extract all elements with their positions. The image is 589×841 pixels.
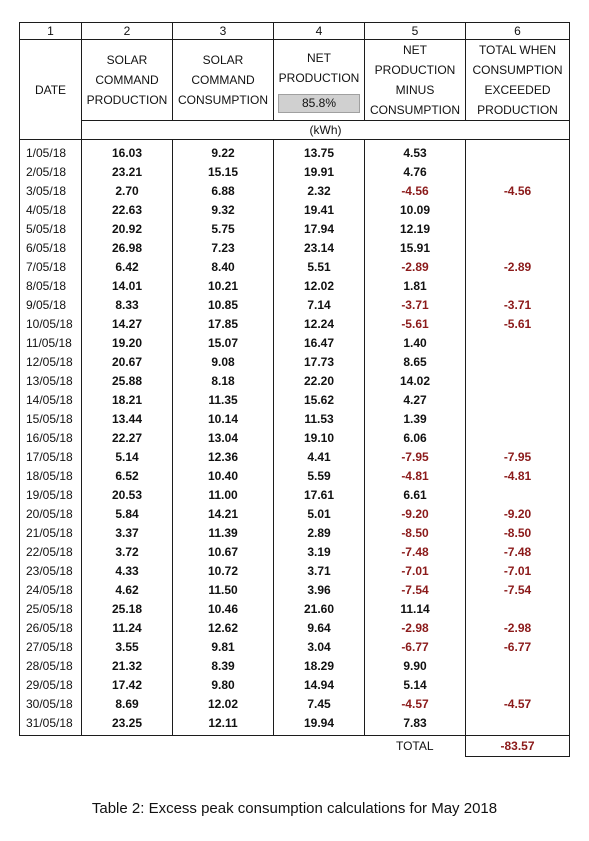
date-cell: 23/05/18 [20,562,82,581]
date-cell: 31/05/18 [20,714,82,736]
table-row [20,429,570,448]
unit-label: (kWh) [82,121,570,140]
column-number: 4 [274,23,365,40]
difference-cell: -4.56 [365,182,466,201]
production-cell: 14.27 [82,315,173,334]
excess-cell [466,201,570,220]
consumption-cell: 10.21 [173,277,274,296]
header-line: PRODUCTION [278,70,360,85]
date-header: DATE [20,40,82,140]
production-cell: 19.20 [82,334,173,353]
excess-cell [466,140,570,164]
excess-cell [466,391,570,410]
header-line: MINUS [395,83,435,97]
date-cell: 9/05/18 [20,296,82,315]
difference-cell: 6.06 [365,429,466,448]
table-row [20,486,570,505]
date-cell: 20/05/18 [20,505,82,524]
unit-row [20,121,570,140]
net-production-cell: 22.20 [274,372,365,391]
excess-cell [466,277,570,296]
column-number: 1 [20,23,82,40]
production-cell: 14.01 [82,277,173,296]
header-row [20,40,570,121]
net-production-cell: 19.91 [274,163,365,182]
excess-cell [466,334,570,353]
header-line: TOTAL WHEN [478,43,557,57]
difference-cell: 11.14 [365,600,466,619]
date-cell: 16/05/18 [20,429,82,448]
production-cell: 16.03 [82,140,173,164]
header-line: EXCEEDED [484,83,551,97]
production-cell: 4.33 [82,562,173,581]
consumption-cell: 12.62 [173,619,274,638]
consumption-cell: 17.85 [173,315,274,334]
net-production-cell: 15.62 [274,391,365,410]
date-cell: 11/05/18 [20,334,82,353]
table-row [20,600,570,619]
table-row [20,334,570,353]
production-cell: 8.69 [82,695,173,714]
production-cell: 6.52 [82,467,173,486]
net-production-cell: 18.29 [274,657,365,676]
excess-cell: -7.95 [466,448,570,467]
table-row [20,296,570,315]
consumption-cell: 8.39 [173,657,274,676]
column-number: 3 [173,23,274,40]
consumption-cell: 8.40 [173,258,274,277]
production-cell: 3.72 [82,543,173,562]
excess-cell: -2.98 [466,619,570,638]
table-row [20,657,570,676]
production-cell: 20.53 [82,486,173,505]
excess-cell: -3.71 [466,296,570,315]
production-cell: 11.24 [82,619,173,638]
date-cell: 15/05/18 [20,410,82,429]
production-cell: 3.37 [82,524,173,543]
consumption-cell: 10.85 [173,296,274,315]
excess-cell [466,600,570,619]
table-row [20,505,570,524]
excess-cell: -7.54 [466,581,570,600]
table-row [20,714,570,736]
difference-cell: 1.81 [365,277,466,296]
date-cell: 18/05/18 [20,467,82,486]
date-cell: 13/05/18 [20,372,82,391]
date-cell: 5/05/18 [20,220,82,239]
table-row [20,277,570,296]
table-row [20,524,570,543]
table-row [20,182,570,201]
header-line: PRODUCTION [374,63,456,77]
total-label: TOTAL [395,739,434,754]
date-cell: 22/05/18 [20,543,82,562]
difference-cell: 10.09 [365,201,466,220]
difference-cell: -8.50 [365,524,466,543]
difference-cell: 12.19 [365,220,466,239]
date-cell: 1/05/18 [20,140,82,164]
difference-cell: 4.53 [365,140,466,164]
net-percent-cell: 85.8% [278,94,360,113]
excess-cell [466,429,570,448]
consumption-cell: 13.04 [173,429,274,448]
net-production-cell: 5.59 [274,467,365,486]
net-production-cell: 19.41 [274,201,365,220]
table-row [20,581,570,600]
net-production-cell: 5.51 [274,258,365,277]
production-cell: 23.21 [82,163,173,182]
table-row [20,372,570,391]
excess-cell [466,676,570,695]
excess-cell [466,372,570,391]
table-row [20,239,570,258]
table-row [20,638,570,657]
header-line: CONSUMPTION [178,93,268,107]
difference-cell: 1.40 [365,334,466,353]
difference-cell: -5.61 [365,315,466,334]
header-line: PRODUCTION [477,103,558,117]
difference-cell: -2.98 [365,619,466,638]
consumption-cell: 9.08 [173,353,274,372]
date-cell: 6/05/18 [20,239,82,258]
consumption-cell: 9.80 [173,676,274,695]
column-number: 6 [466,23,570,40]
net-production-cell: 7.45 [274,695,365,714]
difference-cell: -7.01 [365,562,466,581]
production-cell: 5.14 [82,448,173,467]
excess-cell [466,163,570,182]
table-row [20,315,570,334]
difference-cell: 15.91 [365,239,466,258]
excess-cell: -4.81 [466,467,570,486]
difference-cell: 9.90 [365,657,466,676]
table-row [20,258,570,277]
date-cell: 7/05/18 [20,258,82,277]
net-production-cell: 3.04 [274,638,365,657]
header-line: PRODUCTION [86,93,168,107]
difference-cell: -4.57 [365,695,466,714]
difference-cell: -7.48 [365,543,466,562]
header-line: CONSUMPTION [472,63,563,77]
consumption-cell: 11.35 [173,391,274,410]
excess-cell [466,657,570,676]
excess-cell: -6.77 [466,638,570,657]
net-production-cell: 12.24 [274,315,365,334]
difference-cell: -7.95 [365,448,466,467]
consumption-cell: 9.22 [173,140,274,164]
difference-cell: 1.39 [365,410,466,429]
production-cell: 6.42 [82,258,173,277]
difference-cell: -2.89 [365,258,466,277]
production-cell: 21.32 [82,657,173,676]
excess-cell [466,714,570,736]
table-row [20,220,570,239]
consumption-cell: 12.11 [173,714,274,736]
consumption-cell: 10.14 [173,410,274,429]
production-cell: 22.27 [82,429,173,448]
header-line: SOLAR [202,53,244,67]
consumption-cell: 11.50 [173,581,274,600]
production-cell: 18.21 [82,391,173,410]
consumption-cell: 15.15 [173,163,274,182]
production-cell: 13.44 [82,410,173,429]
net-production-cell: 7.14 [274,296,365,315]
column-number: 2 [82,23,173,40]
production-cell: 4.62 [82,581,173,600]
table-row [20,448,570,467]
consumption-cell: 5.75 [173,220,274,239]
excess-cell [466,220,570,239]
table-row [20,543,570,562]
difference-cell: 14.02 [365,372,466,391]
data-body [20,140,570,736]
date-cell: 28/05/18 [20,657,82,676]
consumption-cell: 12.36 [173,448,274,467]
net-production-cell: 17.73 [274,353,365,372]
table-row [20,562,570,581]
net-production-header [274,40,365,121]
net-production-cell: 19.10 [274,429,365,448]
net-production-cell: 14.94 [274,676,365,695]
production-cell: 22.63 [82,201,173,220]
net-production-cell: 3.96 [274,581,365,600]
date-cell: 25/05/18 [20,600,82,619]
table-row [20,163,570,182]
excess-cell: -7.48 [466,543,570,562]
date-cell: 4/05/18 [20,201,82,220]
production-cell: 5.84 [82,505,173,524]
header-line: CONSUMPTION [370,103,460,117]
date-cell: 26/05/18 [20,619,82,638]
date-cell: 29/05/18 [20,676,82,695]
table-row [20,467,570,486]
table-row [20,391,570,410]
production-cell: 2.70 [82,182,173,201]
table-caption: Table 2: Excess peak consumption calculations for May 2018 [91,800,498,817]
production-cell: 20.67 [82,353,173,372]
net-production-cell: 21.60 [274,600,365,619]
excess-cell: -9.20 [466,505,570,524]
difference-cell: 4.27 [365,391,466,410]
date-cell: 21/05/18 [20,524,82,543]
consumption-cell: 12.02 [173,695,274,714]
date-cell: 17/05/18 [20,448,82,467]
date-cell: 8/05/18 [20,277,82,296]
consumption-cell: 10.46 [173,600,274,619]
date-cell: 12/05/18 [20,353,82,372]
difference-cell: -4.81 [365,467,466,486]
table-row [20,619,570,638]
table-row [20,201,570,220]
date-cell: 19/05/18 [20,486,82,505]
net-production-cell: 5.01 [274,505,365,524]
production-cell: 26.98 [82,239,173,258]
consumption-cell: 11.00 [173,486,274,505]
total-value: -83.57 [466,736,570,757]
excess-cell: -4.57 [466,695,570,714]
production-cell: 25.88 [82,372,173,391]
excess-cell [466,353,570,372]
excess-cell: -8.50 [466,524,570,543]
consumption-cell: 8.18 [173,372,274,391]
difference-cell: -6.77 [365,638,466,657]
excess-cell [466,410,570,429]
header-line: COMMAND [191,73,255,87]
net-production-cell: 3.71 [274,562,365,581]
column-number: 5 [365,23,466,40]
consumption-cell: 7.23 [173,239,274,258]
consumption-cell: 9.81 [173,638,274,657]
table-row [20,695,570,714]
net-production-cell: 11.53 [274,410,365,429]
consumption-cell: 14.21 [173,505,274,524]
difference-cell: 6.61 [365,486,466,505]
date-cell: 24/05/18 [20,581,82,600]
table-row [20,410,570,429]
net-production-cell: 13.75 [274,140,365,164]
date-cell: 30/05/18 [20,695,82,714]
production-header [82,40,173,121]
production-cell: 3.55 [82,638,173,657]
net-production-cell: 2.32 [274,182,365,201]
consumption-header [173,40,274,121]
net-production-cell: 17.94 [274,220,365,239]
header-line: NET [307,50,331,65]
net-production-cell: 23.14 [274,239,365,258]
difference-header [365,40,466,121]
consumption-cell: 10.72 [173,562,274,581]
production-cell: 23.25 [82,714,173,736]
excess-cell [466,486,570,505]
excess-cell: -2.89 [466,258,570,277]
consumption-cell: 10.40 [173,467,274,486]
table-row [20,140,570,164]
excess-total-header [466,40,570,121]
date-cell: 10/05/18 [20,315,82,334]
production-cell: 20.92 [82,220,173,239]
difference-cell: -7.54 [365,581,466,600]
consumption-cell: 11.39 [173,524,274,543]
net-production-cell: 16.47 [274,334,365,353]
net-production-cell: 19.94 [274,714,365,736]
net-production-cell: 12.02 [274,277,365,296]
consumption-cell: 10.67 [173,543,274,562]
date-cell: 14/05/18 [20,391,82,410]
difference-cell: 8.65 [365,353,466,372]
production-cell: 8.33 [82,296,173,315]
table-row [20,676,570,695]
excess-cell: -5.61 [466,315,570,334]
excess-cell: -4.56 [466,182,570,201]
production-cell: 17.42 [82,676,173,695]
net-production-cell: 17.61 [274,486,365,505]
excess-cell: -7.01 [466,562,570,581]
date-cell: 27/05/18 [20,638,82,657]
difference-cell: -9.20 [365,505,466,524]
header-line: NET [403,43,427,57]
production-cell: 25.18 [82,600,173,619]
consumption-cell: 15.07 [173,334,274,353]
excess-consumption-table [19,22,570,757]
column-number-row [20,23,570,40]
date-cell: 2/05/18 [20,163,82,182]
header-line: SOLAR [106,53,148,67]
total-spacer [20,736,365,757]
difference-cell: 4.76 [365,163,466,182]
consumption-cell: 9.32 [173,201,274,220]
net-production-cell: 9.64 [274,619,365,638]
total-row [20,736,570,757]
net-production-cell: 4.41 [274,448,365,467]
consumption-cell: 6.88 [173,182,274,201]
net-production-cell: 2.89 [274,524,365,543]
date-cell: 3/05/18 [20,182,82,201]
net-production-cell: 3.19 [274,543,365,562]
excess-cell [466,239,570,258]
difference-cell: 5.14 [365,676,466,695]
difference-cell: 7.83 [365,714,466,736]
table-row [20,353,570,372]
difference-cell: -3.71 [365,296,466,315]
header-line: COMMAND [95,73,159,87]
